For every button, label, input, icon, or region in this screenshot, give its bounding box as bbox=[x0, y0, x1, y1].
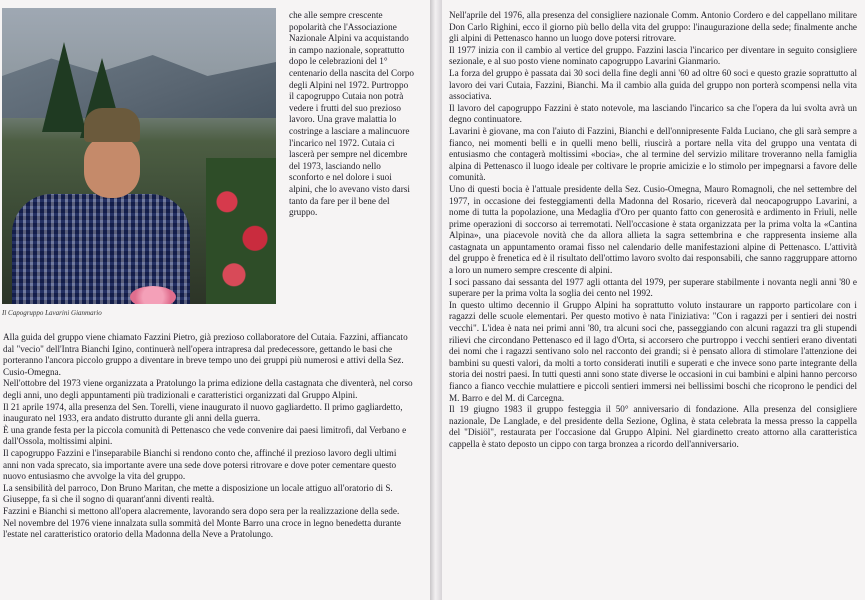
alpine-hat bbox=[84, 108, 140, 142]
paragraph: La sensibilità del parroco, Don Bruno Maritan, che mette a disposizione un locale attiguo all'oratorio di S. Giuseppe, fa sì che il sogno di quarant'anni diventi realtà. bbox=[3, 482, 393, 505]
paragraph: La forza del gruppo è passata dai 30 soci della fine degli anni '60 ad oltre 60 soci e questo grazie soprattutto al lavoro dei vari Cutaia, Fazzini, Bianchi. Ma il cambio alla guida del gruppo non porterà scompensi nella vita associativa. bbox=[449, 67, 857, 102]
paragraph: Il 21 aprile 1974, alla presenza del Sen. Torelli, viene inaugurato il nuovo gagliardetto. Il primo gagliardetto, inaugurato nel 1933, era andato distrutto durante gli anni della guerra. bbox=[3, 401, 403, 424]
paragraph: Il 1977 inizia con il cambio al vertice del gruppo. Fazzini lascia l'incarico per diventare in seguito consigliere sezionale, e al suo posto viene nominato capogruppo Lavarini Gianmario. bbox=[449, 44, 857, 67]
left-page bbox=[0, 0, 430, 600]
face bbox=[84, 136, 140, 198]
tree-shape bbox=[80, 58, 124, 138]
right-body-text bbox=[449, 10, 857, 451]
paragraph: Uno di questi bocia è l'attuale presidente della Sez. Cusio-Omegna, Mauro Romagnoli, che nel settembre del 1977, in occasione dei festeggiamenti della Madonna del Rosario, riceverà dal neocapogruppo Lavarini, a nome di tutta la popolazione, una Medaglia d'Oro per quanto fatto con generosità e ardimento in Friuli, nelle prime operazioni di soccorso ai terremotati. Nell'occasione è stata organizzata per la prima volta la «Cantina Alpina», una piacevole novità che da allora allieta la sagra settembrina e che rappresenta insieme alla castagnata un appuntamento oramai fisso nel calendario delle manifestazioni alpine di Pettenasco. L'attività del gruppo è frenetica ed è il risultato dell'ottimo lavoro svolto dai responsabili, che sanno raggruppare attorno a loro un numero sempre crescente di alpini. bbox=[449, 183, 857, 276]
paragraph: Il lavoro del capogruppo Fazzini è stato notevole, ma lasciando l'incarico sa che l'opera da lui svolta avrà un degno continuatore. bbox=[449, 102, 857, 125]
paragraph: Il capogruppo Fazzini e l'inseparabile Bianchi si rendono conto che, affinché il prezioso lavoro degli ultimi anni non vada sprecato, sia importante avere una sede dove potersi ritrovare e dove poter cementare questo nuovo entusiasmo che avvolge la vita del gruppo. bbox=[3, 447, 397, 482]
narrow-paragraph: che alle sempre crescente popolarità che l'Associazione Nazionale Alpini va acquistando in campo nazionale, soprattutto dopo le celebrazioni del 1° centenario della nascita del Corpo degli Alpini nel 1972. Purtroppo il capogruppo Cutaia non potrà vedere i frutti del suo prezioso lavoro. Una grave malattia lo costringe a lasciare a malincuore l'incarico nel 1972. Cutaia ci lascerà per sempre nel dicembre del 1973, lasciando nello sconforto e nel dolore i suoi alpini, che lo avevano visto darsi tanto da fare per il bene del gruppo. bbox=[289, 10, 415, 218]
pink-flower bbox=[130, 286, 176, 304]
paragraph: Lavarini è giovane, ma con l'aiuto di Fazzini, Bianchi e dell'onnipresente Falda Luciano, che gli sarà sempre a fianco, nei momenti belli e in quelli meno belli, riuscirà a portare nella vita del gruppo una ventata di entusiasmo che contagerà moltissimi «bocia», che al termine del servizio militare troveranno nella famiglia alpina di Pettenasco il luogo ideale per coltivare le proprie amicizie e lo stimolo per impegnarsi a favore delle comunità. bbox=[449, 125, 857, 183]
mountain-shape bbox=[2, 48, 276, 118]
paragraph: Alla guida del gruppo viene chiamato Fazzini Pietro, già prezioso collaboratore del Cutaia. Fazzini, affiancato dal "vecio" dell'Intra Bianchi Igino, continuerà nell'opera intrapresa dal predecessore, gettando le basi che porteranno l'ancora piccolo gruppo a diventare in breve tempo uno dei gruppi più numerosi e attivi della Sez. Cusio-Omegna. bbox=[3, 332, 408, 377]
photo-caption: Il Capogruppo Lavarini Gianmario bbox=[2, 309, 102, 317]
left-body-text bbox=[3, 332, 413, 541]
book-gutter bbox=[430, 0, 442, 600]
man-figure bbox=[12, 108, 182, 304]
narrow-text-column bbox=[289, 10, 415, 219]
checked-shirt bbox=[12, 194, 190, 304]
paragraph: I soci passano dai sessanta del 1977 agli ottanta del 1979, per superare stabilmente i novanta negli anni '80 e superare per la prima volta la soglia dei cento nel 1992. bbox=[449, 276, 857, 299]
paragraph: Il 19 giugno 1983 il gruppo festeggia il 50° anniversario di fondazione. Alla presenza del consigliere nazionale, De Langlade, e del presidente della Sezione, Oglina, è stata celebrata la messa presso la cappella del "Disiöl", restaurata per l'occasione dal Gruppo Alpini. Nel giardinetto creato attorno alla caratteristica cappella è stato deposto un cippo con targa bronzea a ricordo dell'anniversario. bbox=[449, 404, 857, 449]
portrait-photo bbox=[2, 8, 276, 304]
paragraph: Fazzini e Bianchi si mettono all'opera alacremente, lavorando sera dopo sera per la realizzazione della sede. Nel novembre del 1976 viene innalzata sulla sommità del Monte Barro una croce in legno benedetta durante l'estate nel caratteristico oratorio della Madonna della Neve a Pratolungo. bbox=[3, 505, 401, 540]
paragraph: In questo ultimo decennio il Gruppo Alpini ha soprattutto voluto instaurare un rapporto particolare con i ragazzi delle scuole elementari. Per questo motivo è nata l'iniziativa: "Con i ragazzi per i sentieri dei nostri vecchi". L'idea è nata nei primi anni '80, tra alcuni soci che, passeggiando con alcuni ragazzi tra gli stupendi rilievi che circondano Pettenasco ed il lago d'Orta, si accorsero che purtroppo i vecchi sentieri erano diventati dei nomi che i ragazzi sentivano solo nel racconto dei grandi; si è pensato allora di stimolare l'attenzione dei bambini su questi valori, da molti a torto considerati inutili e superati e che invece sono parte integrante della storia dei nostri paesi. In tutti questi anni sono state diverse le occasioni in cui bambini e alpini hanno percorso fianco a fianco vecchie mulattiere e piccoli sentieri immersi nei bellissimi boschi che ricoprono le pendici del M. Barro e del M. di Carcegna. bbox=[449, 299, 857, 403]
paragraph: Nell'ottobre del 1973 viene organizzata a Pratolungo la prima edizione della castagnata che diventerà, nel corso degli anni, uno degli appuntamenti più tradizionali e caratteristici organizzati dal Gruppo Alpini. bbox=[3, 378, 413, 400]
right-page bbox=[442, 0, 865, 600]
flower-bush bbox=[206, 158, 276, 304]
paragraph: È una grande festa per la piccola comunità di Pettenasco che vede convenire dai paesi limitrofi, dal Verbano e dall'Ossola, moltissimi alpini. bbox=[3, 424, 407, 447]
paragraph: Nell'aprile del 1976, alla presenza del consigliere nazionale Comm. Antonio Cordero e del cappellano militare Don Carlo Righini, ecco il giorno più bello della vita del gruppo: l'inaugurazione della sede; finalmente anche gli alpini di Pettenasco hanno un luogo dove potersi ritrovare. bbox=[449, 10, 857, 44]
tree-shape bbox=[42, 42, 86, 132]
